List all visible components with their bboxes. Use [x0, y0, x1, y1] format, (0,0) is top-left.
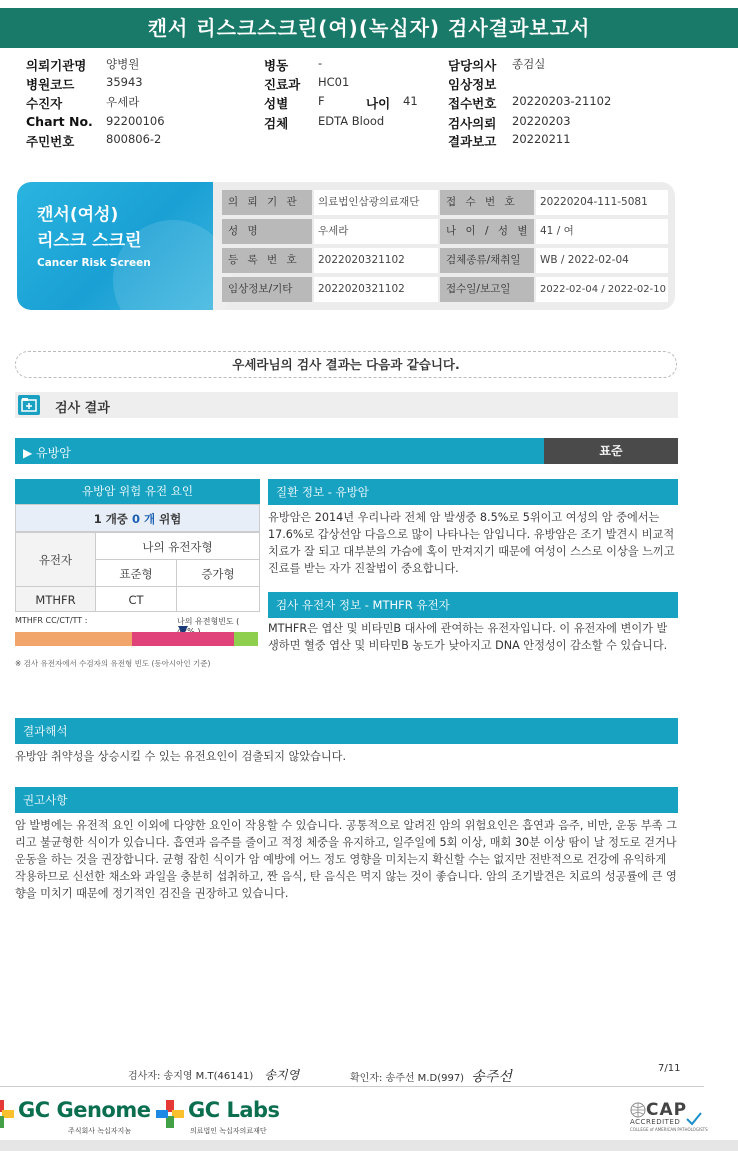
product-subtitle: Cancer Risk Screen: [37, 257, 151, 269]
header-label: 결과보고: [448, 134, 497, 149]
product-banner: [17, 182, 213, 310]
my-genotype-header: 나의 유전자형: [95, 532, 260, 560]
cap-name: CAP: [646, 1100, 688, 1120]
header-value: -: [318, 56, 323, 70]
summary-label: 접 수 번 호: [440, 190, 534, 215]
summary-label: 검체종류/채취일: [440, 248, 534, 273]
header-label: 접수번호: [448, 96, 497, 111]
age-value: 41: [403, 94, 418, 108]
cap-tiny: COLLEGE of AMERICAN PATHOLOGISTS: [630, 1127, 708, 1132]
header-label: 성별: [264, 96, 289, 111]
header-label: Chart No.: [26, 114, 93, 129]
summary-label: 등 록 번 호: [222, 248, 312, 273]
frequency-bar-cc: [15, 632, 132, 646]
examiner-signature-mark: 송지영: [264, 1068, 300, 1082]
my-frequency-label: 나의 유전형빈도 (: [177, 617, 240, 626]
examiner-name: 검사자: 송지영 M.T(46141): [128, 1071, 254, 1082]
summary-label: 접수일/보고일: [440, 277, 534, 302]
header-value: F: [318, 94, 325, 108]
section-title: 검사 결과: [55, 401, 110, 416]
section-header: [15, 392, 678, 418]
cancer-type-label: ▶ 유방암: [23, 446, 71, 460]
summary-value: 2022020321102: [314, 277, 438, 302]
risk-count-post: 위험: [159, 512, 182, 526]
summary-card: [17, 182, 675, 310]
product-title-line2: 리스크 스크린: [37, 231, 142, 251]
bottom-strip: [0, 1140, 738, 1151]
header-label: 수진자: [26, 96, 63, 111]
footer-divider: [0, 1086, 704, 1087]
summary-label: 임상정보/기타: [222, 277, 312, 302]
confirmer-signature-mark: 송주선: [471, 1069, 512, 1085]
header-label: 의뢰기관명: [26, 58, 87, 73]
report-title: 캔서 리스크스크린(여)(녹십자) 검사결과보고서: [0, 8, 738, 48]
gene-name: MTHFR: [15, 586, 96, 612]
gene-info-body: MTHFR은 엽산 및 비타민B 대사에 관여하는 유전자입니다. 이 유전자에 변이가 발생하면 혈중 엽산 및 비타민B 농도가 낮아지고 DNA 안정성이 감소할 수 있습니다.: [268, 622, 668, 652]
risk-status-badge: 표준: [544, 438, 678, 464]
disease-info-body: 유방암은 2014년 우리나라 전체 암 발생중 8.5%로 5위이고 여성의 암 중에서는 17.6%로 갑상선암 다음으로 많이 나타나는 암입니다. 유방암은 조기 발견시 비교적 치료가 잘 되고 대부분의 가슴에 혹이 만져지기 때문에 여성이 스스로 이상을 느끼고 진료를 받는 자가 진찰법이 중요합니다.: [268, 511, 675, 575]
summary-value: 2022-02-04 / 2022-02-10: [536, 277, 668, 302]
result-notice: 우세라님의 검사 결과는 다음과 같습니다.: [15, 351, 677, 378]
standard-header: 표준형: [95, 559, 177, 587]
gc-cross-icon: [0, 1100, 14, 1128]
header-value: 20220211: [512, 132, 571, 146]
header-value: 종검실: [512, 57, 546, 71]
summary-label: 의 뢰 기 관: [222, 190, 312, 215]
confirmer-name: 확인자: 송주선 M.D(997): [350, 1073, 465, 1084]
summary-value: 20220204-111-5081: [536, 190, 668, 215]
gene-info-title: 검사 유전자 정보 - MTHFR 유전자: [268, 592, 678, 618]
header-value: 35943: [106, 75, 143, 89]
product-title-line1: 캔서(여성): [37, 205, 119, 225]
frequency-label: MTHFR CC/CT/TT :: [15, 616, 88, 625]
report-icon: [18, 395, 40, 415]
summary-label: 성 명: [222, 219, 312, 244]
interpretation-body: 유방암 취약성을 상승시킬 수 있는 유전요인이 검출되지 않았습니다.: [15, 750, 347, 763]
genotype-value: CT: [95, 586, 177, 612]
header-value: 20220203-21102: [512, 94, 612, 108]
frequency-bar-ct: [132, 632, 234, 646]
increased-value: [176, 586, 260, 612]
header-label: 병원코드: [26, 77, 75, 92]
page-number: 7/11: [658, 1063, 681, 1074]
cap-sub: ACCREDITED: [630, 1118, 681, 1126]
interpretation-title: 결과해석: [15, 718, 678, 744]
disease-info-title: 질환 정보 - 유방암: [268, 479, 678, 505]
frequency-bar-tt: [234, 632, 258, 646]
header-label: 진료과: [264, 77, 301, 92]
risk-table-title: 유방암 위험 유전 요인: [15, 479, 260, 504]
confirmer-signature: [350, 1066, 512, 1086]
summary-label: 나 이 / 성 별: [440, 219, 534, 244]
summary-value: 41 / 여: [536, 219, 668, 244]
header-label: 검사의뢰: [448, 116, 497, 131]
header-value: 양병원: [106, 57, 140, 71]
risk-count: [15, 504, 260, 532]
header-label: 검체: [264, 116, 289, 131]
risk-count-pre: 1 개중: [93, 512, 128, 526]
header-value: 92200106: [106, 114, 165, 128]
header-value: HC01: [318, 75, 350, 89]
frequency-footnote: ※ 검사 유전자에서 수검자의 유전형 빈도 (동아시아인 기준): [15, 659, 211, 668]
header-label: 임상정보: [448, 77, 497, 92]
recommendation-title: 권고사항: [15, 787, 678, 813]
recommendation-body: 암 발병에는 유전적 요인 이외에 다양한 요인이 작용할 수 있습니다. 공통적으로 알려진 암의 위험요인은 흡연과 음주, 비만, 운동 부족 그리고 불균형한 식이가 있습니다. 흡연과 음주를 줄이고 적정 체중을 유지하고, 일주일에 5회 이상, 매회 30분 이상 땀이 날 정도로 걷거나 운동을 하는 것을 권장합니다. 균형 잡힌 식이가 암 예방에 어느 정도 영향을 미치는지 확신할 수는 없지만 전반적으로 건강에 유익하게 작용하므로 신선한 채소와 과일을 충분히 섭취하고, 짠 음식, 탄 음식은 먹지 않는 것이 좋습니다. 암의 조기발견은 치료의 성공률에 큰 영향을 미치기 때문에 정기적인 검진을 권장하고 있습니다.: [15, 819, 677, 900]
examiner-signature: [128, 1066, 299, 1083]
header-label: 주민번호: [26, 134, 75, 149]
checkmark-icon: [686, 1112, 702, 1126]
gc-genome-name: GC Genome: [18, 1098, 151, 1122]
header-value: 우세라: [106, 95, 140, 109]
gc-labs-sub: 의료법인 녹십자의료재단: [190, 1127, 267, 1135]
header-value: EDTA Blood: [318, 114, 385, 128]
header-value: 20220203: [512, 114, 571, 128]
gc-labs-name: GC Labs: [188, 1098, 280, 1122]
header-label: 담당의사: [448, 58, 497, 73]
gc-genome-sub: 주식회사 녹십자지놈: [68, 1127, 132, 1135]
summary-value: 의료법인삼광의료재단: [314, 190, 438, 215]
summary-value: 우세라: [314, 219, 438, 244]
summary-value: 2022020321102: [314, 248, 438, 273]
header-value: 800806-2: [106, 132, 162, 146]
age-label: 나이: [366, 96, 391, 111]
risk-count-zero: 0 개: [131, 512, 156, 526]
cancer-type-bar: [15, 438, 678, 464]
gene-column-header: 유전자: [15, 532, 96, 587]
summary-value: WB / 2022-02-04: [536, 248, 668, 273]
gc-cross-icon: [156, 1100, 184, 1128]
header-label: 병동: [264, 58, 289, 73]
increased-header: 증가형: [176, 559, 260, 587]
cap-globe-icon: [630, 1102, 646, 1118]
